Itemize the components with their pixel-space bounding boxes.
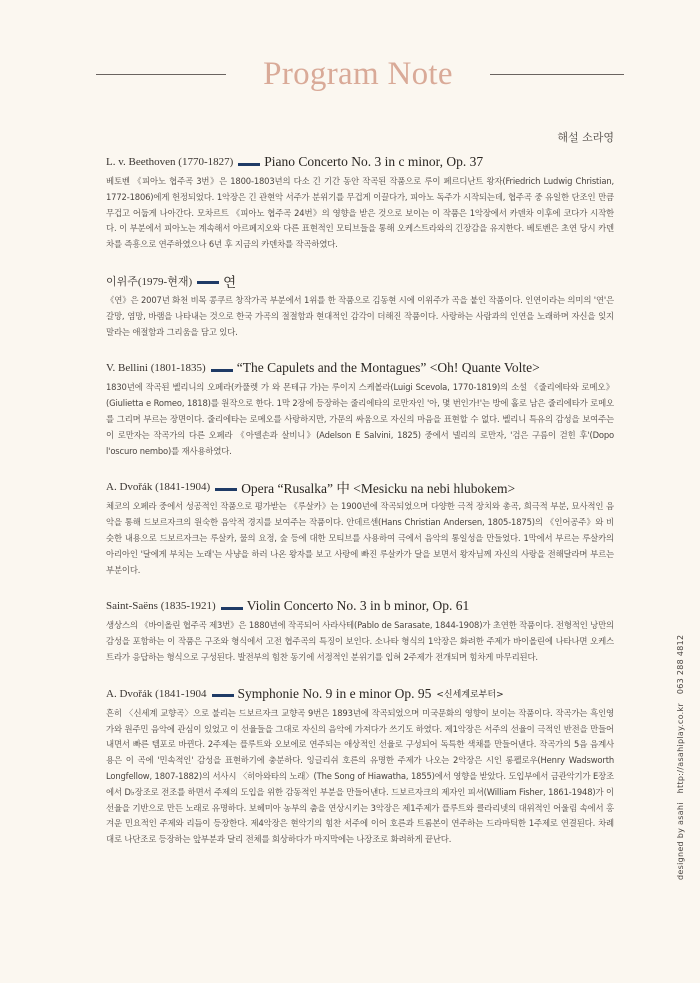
work-title: Symphonie No. 9 in e minor Op. 95 bbox=[237, 685, 432, 701]
section-heading bbox=[106, 477, 614, 497]
divider-bar bbox=[197, 281, 219, 284]
designer-credit bbox=[676, 629, 685, 880]
work-subtitle: <신세계로부터> bbox=[436, 690, 504, 701]
work-title: Opera “Rusalka” 中 <Mesicku na nebi hlubokem> bbox=[241, 481, 516, 497]
composer-name: A. Dvořák (1841-1904 bbox=[106, 687, 207, 700]
section-lee bbox=[106, 271, 614, 340]
section-heading bbox=[106, 684, 614, 704]
section-beethoven bbox=[106, 152, 614, 253]
composer-name: V. Bellini (1801-1835) bbox=[106, 362, 206, 375]
section-heading bbox=[106, 152, 614, 172]
section-body: 《연》은 2007년 화천 비목 콩쿠르 창작가곡 부분에서 1위를 한 작품으로 김동현 시에 이위주가 곡을 붙인 작품이다. 인연이라는 의미의 '연'은 갈망, 염망, 바램을 나타내는 것으로 한국 가곡의 절절함과 현대적인 감각이 더해진 작품이다. 사랑하는 사람과의 인연을 노래하며 자신을 잊지 말라는 애절함과 그리움을 담고 있다. bbox=[106, 294, 614, 337]
section-body: 1830년에 작곡된 벨리니의 오페라(카풀렛 가 와 몬테규 가)는 루이지 스케볼라(Luigi Scevola, 1770-1819)의 소설 《줄리에타와 로메오》(Giulietta e Romeo, 1818)를 원작으로 한다. 1막 2장에 등장하는 줄리에타의 로만자인 '아, 몇 번인가!'는 방에 홀로 남은 줄리에타가 로메오를 그리며 부르는 장면이다. 줄리에타는 로메오를 사랑하지만, 가문의 싸움으로 자신의 마음을 표현할 수 없다. 벨리니 특유의 감성을 보여주는 이 로만자는 작곡가의 다른 오페라 《아델손과 살비니》(Adelson E Salvini, 1825) 중에서 넬리의 로만자, '검은 구름이 걷힌 후'(Dopo l'oscuro nembo)를 재사용하였다. bbox=[106, 382, 614, 456]
divider-bar bbox=[221, 607, 243, 610]
divider-bar bbox=[238, 163, 260, 166]
section-body: 베토벤 《피아노 협주곡 3번》은 1800-1803년의 다소 긴 기간 동안 작곡된 작품으로 루이 페르디난트 왕자(Friedrich Ludwig Christian, 1772-1806)에게 헌정되었다. 1악장은 긴 관현악 서주가 분위기를 무겁게 이끌다가, 피아노 독주가 시작되는데, 협주곡 중 유일한 단조인 만큼 무겁고 어둡게 나아간다. 모차르트 《피아노 협주곡 24번》의 영향을 받은 것으로 보이는 이 작품은 1악장에서 카덴차 이후에 코다가 시작한다. 이 부분에서 피아노는 계속해서 아르페지오와 다른 표현적인 모티브들을 통해 오케스트라와의 긴장감을 유지한다. 베토벤은 초연 당시 카덴차를 즉흥으로 연주하였으나 6년 후 지금의 카덴차를 작곡하였다. bbox=[106, 176, 614, 250]
composer-name: L. v. Beethoven (1770-1827) bbox=[106, 156, 234, 168]
composer-name: Saint-Saëns (1835-1921) bbox=[106, 600, 216, 613]
designer-name: designed by asahi bbox=[676, 802, 685, 880]
section-heading bbox=[106, 596, 614, 616]
section-body: 체코의 오페라 중에서 성공적인 작품으로 평가받는 《루살카》는 1900년에 작곡되었으며 다양한 극적 장치와 총곡, 희극적 부분, 묘사적인 음악을 통해 드보르자크의 원숙한 음악적 경지를 보여주는 작품이다. 안데르센(Hans Christian Andersen, 1805-1875)의 《인어공주》와 비슷한 내용으로 드보르자크는 루살카, 물의 요정, 숲 등에 대한 모티브를 사용하여 극에서 음악의 통일성을 만들었다. 1막에서 부르는 루살카의 아리아인 '달에게 부치는 노래'는 사냥을 하러 나온 왕자를 보고 사랑에 빠진 루살카가 달을 보면서 왕자님께 자신의 사랑을 전해달라며 부르는 부분이다. bbox=[106, 501, 614, 575]
work-title: “The Capulets and the Montagues” <Oh! Quante Volte> bbox=[236, 360, 540, 376]
section-body: 생상스의 《바이올린 협주곡 제3번》은 1880년에 작곡되어 사라사테(Pablo de Sarasate, 1844-1908)가 초연한 작품이다. 전형적인 낭만의 감성을 포함하는 이 작품은 구조와 형식에서 고전 협주곡의 특징이 보인다. 소나타 형식의 1악장은 화려한 주제가 바이올린에 나타나면 오케스트라가 응답하는 형식으로 구성된다. 발전부의 힘찬 동기에 서정적인 분위기를 입혀 2주제가 전개되며 힘차게 마무리된다. bbox=[106, 620, 614, 662]
divider-bar bbox=[215, 488, 237, 491]
header-rule-right bbox=[490, 74, 624, 75]
author-credit: 해설 소라영 bbox=[557, 131, 614, 144]
header bbox=[0, 52, 700, 98]
page-title: Program Note bbox=[263, 56, 453, 92]
divider-bar bbox=[211, 369, 233, 372]
section-heading bbox=[106, 271, 614, 291]
work-title: Violin Concerto No. 3 in b minor, Op. 61 bbox=[246, 598, 470, 614]
divider-bar bbox=[212, 694, 234, 697]
section-heading bbox=[106, 358, 614, 378]
section-body: 흔히 〈신세계 교향곡〉으로 불리는 드보르자크 교향곡 9번은 1893년에 작곡되었으며 미국문화의 영향이 보이는 작품이다. 작곡가는 흑인영가와 원주민 음악에 관심이 있었고 이 선율들을 그대로 자신의 음악에 가져다가 쓰기도 하였다. 제1악장은 서주의 선율이 극적인 반전을 만들어내면서 빠른 템포로 바뀐다. 2주제는 플루트와 오보에로 연주되는 애상적인 선율로 구성되어 독특한 색채를 만들어낸다. 작곡가의 5음 음계사용은 이 곡에 '민속적인' 감성을 표현하기에 충분하다. 잉글리쉬 호른의 유명한 주제가 나오는 2악장은 시인 롱펠로우(Henry Wadsworth Longfellow, 1807-1882)의 서사시 〈히아와타의 노래〉(The Song of Hiawatha, 1855)에서 영향을 받았다. 도입부에서 금관악기가 E장조에서 D♭장조로 전조를 하면서 주제의 도입을 위한 감동적인 부분을 만들어낸다. 드보르자크의 제자인 피셔(William Fisher, 1861-1948)가 이 선율을 기반으로 만든 노래로 유명하다. 보헤미아 농부의 춤을 연상시키는 3악장은 제1주제가 플루트와 클라리넷의 대위적인 어울림 속에서 홍겨운 민요적인 주제와 리듬이 등장한다. 제4악장은 현악기의 힘찬 서주에 이어 호른과 트롬본이 연주하는 드라마틱한 1주제로 연결된다. 차례대로 나단조로 등장하는 앞부분과 달리 전체를 회상하다가 마지막에는 나장조로 화려하게 끝난다. bbox=[106, 707, 614, 845]
work-title: Piano Concerto No. 3 in c minor, Op. 37 bbox=[264, 154, 484, 169]
header-rule-left bbox=[96, 74, 226, 75]
section-bellini bbox=[106, 358, 614, 459]
composer-name: A. Dvořák (1841-1904) bbox=[106, 481, 211, 494]
section-dvorak-rusalka bbox=[106, 477, 614, 578]
section-dvorak-symphony bbox=[106, 684, 614, 848]
section-saint-saens bbox=[106, 596, 614, 665]
composer-name: 이위주(1979-현재) bbox=[106, 275, 193, 288]
designer-phone: 063 288 4812 bbox=[676, 634, 685, 695]
work-title: 연 bbox=[223, 274, 237, 290]
program-sections bbox=[106, 152, 614, 866]
designer-url[interactable]: http://asahiplay.co.kr bbox=[676, 703, 685, 794]
